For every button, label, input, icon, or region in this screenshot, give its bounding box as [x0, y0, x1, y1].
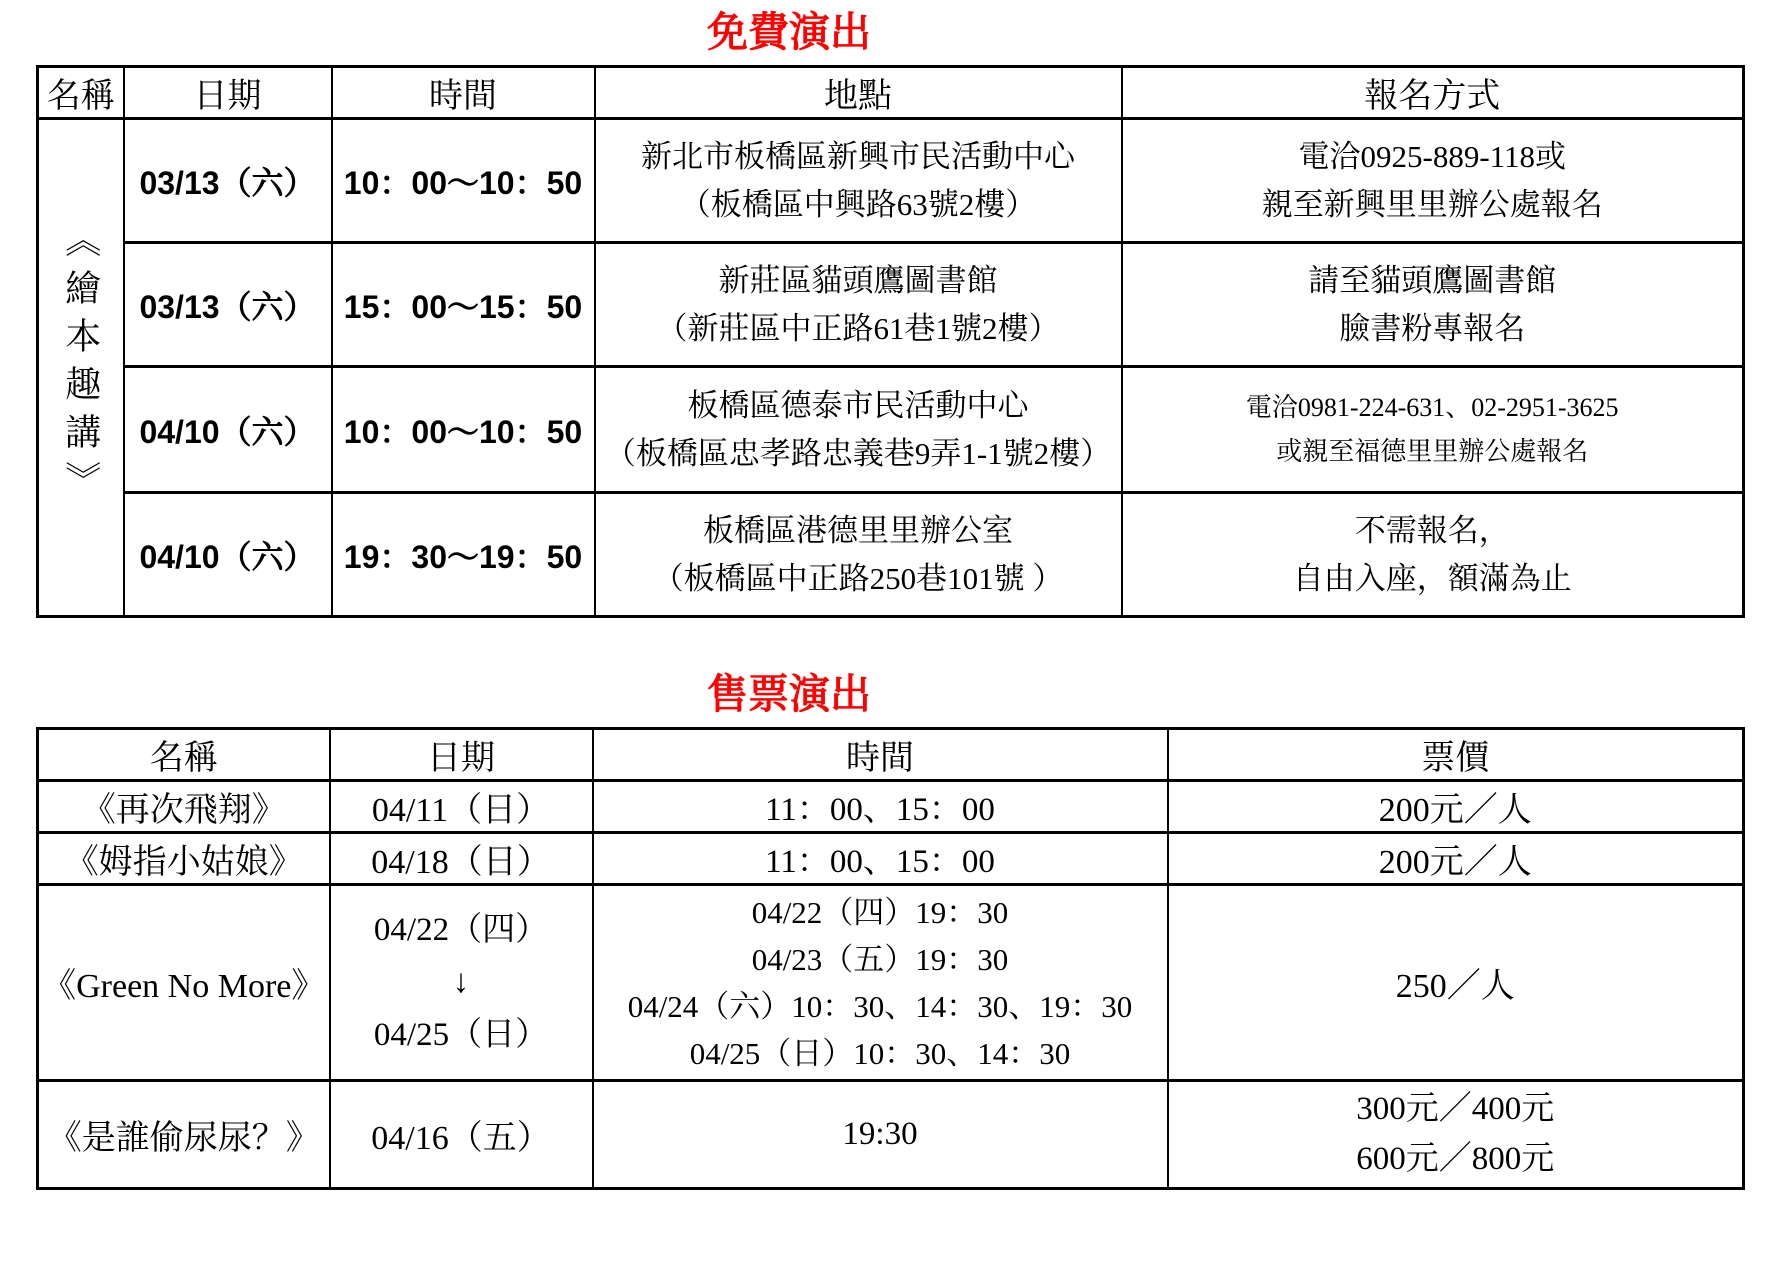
free-header-location: 地點: [595, 67, 1122, 119]
ticketed-table-row: [38, 781, 1744, 833]
time-list-line: 04/22（四）19：30: [751, 894, 1009, 930]
ticketed-header-date: 日期: [330, 729, 593, 781]
time-cell: 11：00、15：00: [593, 833, 1168, 885]
registration-cell: [1122, 367, 1744, 493]
ticketed-header-time: 時間: [593, 729, 1168, 781]
show-name-cell: 《Green No More》: [38, 885, 330, 1081]
show-name-cell: 《再次飛翔》: [38, 781, 330, 833]
price-cell: 200元／人: [1168, 833, 1744, 885]
price-line-1: 300元／400元: [1356, 1091, 1555, 1128]
location-line-1: 板橋區德泰市民活動中心: [687, 387, 1029, 423]
free-table-row: [38, 119, 1744, 243]
location-cell: [595, 243, 1122, 367]
ticketed-table-row: [38, 833, 1744, 885]
price-cell: 250／人: [1168, 885, 1744, 1081]
location-line-2: （板橋區中正路250巷101號 ）: [652, 560, 1064, 596]
location-cell: [595, 493, 1122, 617]
down-arrow-icon: ↓: [452, 964, 470, 1001]
free-table-row: [38, 367, 1744, 493]
ticketed-table-row: [38, 1081, 1744, 1189]
date-cell: 03/13（六）: [124, 119, 332, 243]
registration-cell: [1122, 119, 1744, 243]
location-line-2: （板橋區中興路63號2樓）: [679, 186, 1037, 222]
date-cell: 04/10（六）: [124, 493, 332, 617]
price-cell: [1168, 1081, 1744, 1189]
free-header-date: 日期: [124, 67, 332, 119]
time-list-line: 04/24（六）10：30、14：30、19：30: [627, 988, 1133, 1024]
free-table-row: [38, 243, 1744, 367]
time-cell: 19:30: [593, 1081, 1168, 1189]
registration-line-2: 臉書粉專報名: [1339, 310, 1526, 346]
date-range-to: 04/25（日）: [373, 1017, 549, 1054]
time-list-line: 04/23（五）19：30: [751, 941, 1009, 977]
date-range-cell: [330, 885, 593, 1081]
registration-line-1: 不需報名，: [1354, 512, 1510, 548]
date-cell: 04/16（五）: [330, 1081, 593, 1189]
time-list-cell: [593, 885, 1168, 1081]
time-cell: 10：00～10：50: [332, 119, 595, 243]
free-header-time: 時間: [332, 67, 595, 119]
show-name-cell: 《姆指小姑娘》: [38, 833, 330, 885]
ticketed-table-row: [38, 885, 1744, 1081]
location-line-2: （新莊區中正路61巷1號2樓）: [656, 310, 1060, 346]
time-cell: 11：00、15：00: [593, 781, 1168, 833]
time-list-line: 04/25（日）10：30、14：30: [689, 1035, 1071, 1071]
ticketed-performances-table: [36, 727, 1745, 1190]
free-header-registration: 報名方式: [1122, 67, 1744, 119]
registration-line-2: 或親至福德里里辦公處報名: [1276, 436, 1589, 466]
price-cell: 200元／人: [1168, 781, 1744, 833]
registration-line-1: 請至貓頭鷹圖書館: [1308, 262, 1557, 298]
ticketed-section-title: 售票演出: [707, 671, 871, 718]
registration-line-2: 親至新興里里辦公處報名: [1261, 186, 1603, 222]
time-cell: 15：00～15：50: [332, 243, 595, 367]
date-cell: 04/11（日）: [330, 781, 593, 833]
time-cell: 19：30～19：50: [332, 493, 595, 617]
date-cell: 03/13（六）: [124, 243, 332, 367]
registration-cell: [1122, 243, 1744, 367]
free-header-name: 名稱: [38, 67, 124, 119]
free-table-row: [38, 493, 1744, 617]
registration-cell: [1122, 493, 1744, 617]
date-range-from: 04/22（四）: [373, 911, 549, 948]
date-cell: 04/18（日）: [330, 833, 593, 885]
ticketed-header-price: 票價: [1168, 729, 1744, 781]
time-cell: 10：00～10：50: [332, 367, 595, 493]
price-line-2: 600元／800元: [1356, 1140, 1555, 1177]
location-line-2: （板橋區忠孝路忠義巷9弄1-1號2樓）: [604, 435, 1112, 471]
free-performances-table: [36, 65, 1745, 618]
registration-line-1: 電洽0925-889-118或: [1298, 138, 1566, 174]
ticketed-table-header-row: [38, 729, 1744, 781]
location-line-1: 板橋區港德里里辦公室: [703, 512, 1013, 548]
location-line-1: 新莊區貓頭鷹圖書館: [718, 262, 998, 298]
free-section-title: 免費演出: [707, 9, 871, 55]
show-group-name-vertical: 《繪本趣講》: [60, 221, 101, 510]
registration-line-1: 電洽0981-224-631、02-2951-3625: [1245, 392, 1619, 422]
location-cell: [595, 367, 1122, 493]
location-cell: [595, 119, 1122, 243]
registration-line-2: 自由入座，額滿為止: [1292, 560, 1572, 596]
free-table-header-row: [38, 67, 1744, 119]
location-line-1: 新北市板橋區新興市民活動中心: [641, 138, 1075, 174]
ticketed-header-name: 名稱: [38, 729, 330, 781]
show-group-name-cell: [38, 119, 124, 617]
date-cell: 04/10（六）: [124, 367, 332, 493]
show-name-cell: 《是誰偷尿尿？》: [38, 1081, 330, 1189]
